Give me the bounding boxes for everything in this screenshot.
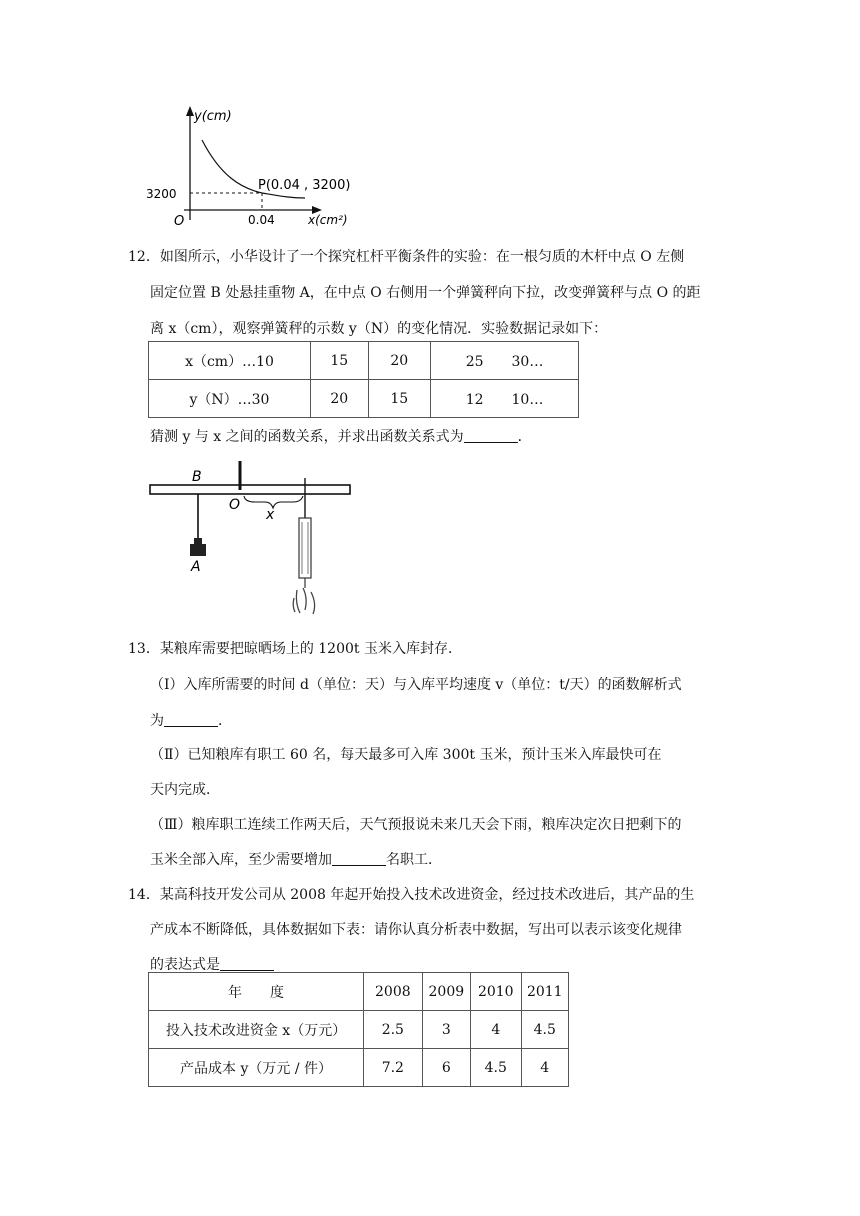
table-cell: 15 <box>310 342 368 380</box>
point-label: P(0.04 , 3200) <box>258 178 351 193</box>
table-cell: 年 度 <box>149 973 364 1011</box>
table-cell: 2011 <box>521 973 568 1011</box>
table-cell: 12 10… <box>431 380 579 418</box>
table-cell: 25 30… <box>431 342 579 380</box>
q12-line-3: 离 x（cm），观察弹簧秤的示数 y（N）的变化情况．实验数据记录如下： <box>150 321 608 337</box>
q13-line-7-text: 玉米全部入库，至少需要增加 <box>150 852 332 868</box>
q14-line-2: 产成本不断降低，具体数据如下表：请你认真分析表中数据，写出可以表示该变化规律 <box>150 922 682 938</box>
table-cell: 3 <box>422 1011 470 1049</box>
table-cell: x（cm）…10 <box>149 342 311 380</box>
q13-line-4: （Ⅱ）已知粮库有职工 60 名，每天最多可入库 300t 玉米，预计玉米入库最快可在 <box>150 747 662 763</box>
q14-data-table <box>148 972 569 1087</box>
table-cell: y（N）…30 <box>149 380 311 418</box>
q13-line-3-end: ． <box>218 713 232 729</box>
q12-line-4-end: ． <box>517 429 532 445</box>
label-a: A <box>191 559 201 575</box>
table-cell: 4 <box>521 1049 568 1087</box>
q12-line-2: 固定位置 B 处悬挂重物 A，在中点 O 右侧用一个弹簧秤向下拉，改变弹簧秤与点 O 的距 <box>150 285 701 301</box>
table-cell: 15 <box>368 380 431 418</box>
q13-line-7 <box>150 850 442 870</box>
q12-line-4-text: 猜测 y 与 x 之间的函数关系，并求出函数关系式为 <box>150 429 464 445</box>
table-cell: 4 <box>471 1011 521 1049</box>
q13-line-5: 天内完成． <box>150 782 220 798</box>
table-cell: 2008 <box>364 973 423 1011</box>
table-cell: 2009 <box>422 973 470 1011</box>
inverse-function-graph <box>140 100 380 235</box>
answer-blank <box>464 428 518 443</box>
table-row <box>149 342 579 380</box>
q13-line-2: （Ⅰ）入库所需要的时间 d（单位：天）与入库平均速度 v（单位：t/天）的函数解析式 <box>150 677 682 693</box>
table-cell: 4.5 <box>471 1049 521 1087</box>
table-cell: 投入技术改进资金 x（万元） <box>149 1011 364 1049</box>
q13-line-3-text: 为 <box>150 713 164 729</box>
table-row <box>149 1011 569 1049</box>
table-cell: 产品成本 y（万元 / 件） <box>149 1049 364 1087</box>
answer-blank <box>164 712 218 727</box>
q13-line-3 <box>150 711 232 731</box>
table-cell: 2.5 <box>364 1011 423 1049</box>
y-axis-label: y(cm) <box>194 109 232 124</box>
q12-line-1: 12．如图所示，小华设计了一个探究杠杆平衡条件的实验：在一根匀质的木杆中点 O 左侧 <box>128 249 685 265</box>
origin-label: O <box>174 214 185 229</box>
q12-data-table <box>148 341 579 418</box>
table-cell: 7.2 <box>364 1049 423 1087</box>
table-row <box>149 380 579 418</box>
table-cell: 20 <box>368 342 431 380</box>
label-x: x <box>266 507 275 523</box>
x-tick-label: 0.04 <box>248 213 275 227</box>
table-cell: 4.5 <box>521 1011 568 1049</box>
q12-line-4 <box>150 427 532 447</box>
label-b: B <box>192 469 202 485</box>
q14-line-3-text: 的表达式是 <box>150 957 220 973</box>
q13-line-7-end: 名职工． <box>386 852 442 868</box>
answer-blank <box>332 851 386 866</box>
table-cell: 6 <box>422 1049 470 1087</box>
x-axis-label: x(cm²) <box>308 213 348 227</box>
table-row <box>149 1049 569 1087</box>
answer-blank <box>220 956 274 971</box>
table-cell: 2010 <box>471 973 521 1011</box>
q13-line-1: 13．某粮库需要把晾晒场上的 1200t 玉米入库封存． <box>128 641 462 657</box>
table-row <box>149 973 569 1011</box>
table-cell: 20 <box>310 380 368 418</box>
label-o: O <box>229 497 241 513</box>
q14-line-1: 14．某高科技开发公司从 2008 年起开始投入技术改进资金，经过技术改进后，其产品的生 <box>128 887 695 903</box>
q13-line-6: （Ⅲ）粮库职工连续工作两天后，天气预报说未来几天会下雨，粮库决定次日把剩下的 <box>150 817 682 833</box>
y-tick-label: 3200 <box>146 187 177 201</box>
lever-figure <box>145 458 360 618</box>
